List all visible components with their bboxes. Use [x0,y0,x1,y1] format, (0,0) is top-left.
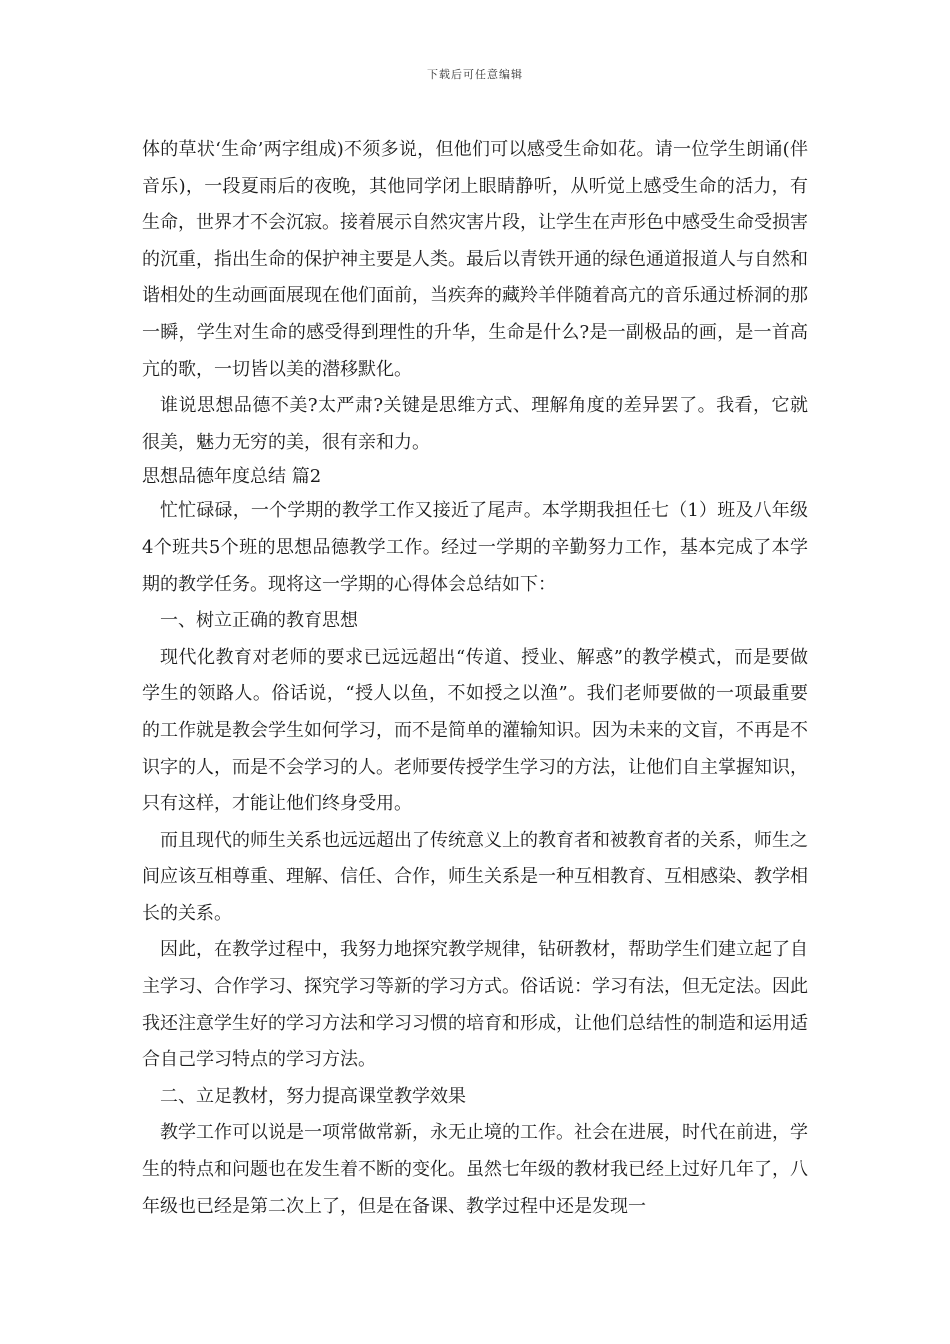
paragraph: 忙忙碌碌，一个学期的教学工作又接近了尾声。本学期我担任七（1）班及八年级4个班共5个班的思想品德教学工作。经过一学期的辛勤努力工作，基本完成了本学期的教学任务。现将这一学期的心得体会总结如下： [142,500,808,595]
paragraph: 因此，在教学过程中，我努力地探究教学规律，钻研教材，帮助学生们建立起了自主学习、合作学习、探究学习等新的学习方式。俗话说：学习有法，但无定法。因此我还注意学生好的学习方法和学习习惯的培育和形成，让他们总结性的制造和运用适合自己学习特点的学习方法。 [142,939,808,1071]
paragraph: 谁说思想品德不美?太严肃?关键是思维方式、理解角度的差异罢了。我看，它就很美，魅力无穷的美，很有亲和力。 [142,395,808,453]
subsection-heading: 二、立足教材，努力提高课堂教学效果 [160,1085,466,1107]
paragraph: 而且现代的师生关系也远远超出了传统意义上的教育者和被教育者的关系，师生之间应该互相尊重、理解、信任、合作，师生关系是一种互相教育、互相感染、教学相长的关系。 [142,829,808,924]
paragraph: 现代化教育对老师的要求已远远超出“传道、授业、解惑”的教学模式，而是要做学生的领路人。俗话说，“授人以鱼，不如授之以渔”。我们老师要做的一项最重要的工作就是教会学生如何学习，而不是简单的灌输知识。因为未来的文盲，不再是不识字的人，而是不会学习的人。老师要传授学生学习的方法，让他们自主掌握知识，只有这样，才能让他们终身受用。 [142,646,808,815]
document-body [142,132,808,1225]
page-header: 下载后可任意编辑 [427,68,523,81]
section-title: 思想品德年度总结 篇2 [142,466,322,488]
paragraph: 体的草状‘生命’两字组成)不须多说，但他们可以感受生命如花。请一位学生朗诵(伴音乐)，一段夏雨后的夜晚，其他同学闭上眼睛静听，从听觉上感受生命的活力，有生命，世界才不会沉寂。接着展示自然灾害片段，让学生在声形色中感受生命受损害的沉重，指出生命的保护神主要是人类。最后以青铁开通的绿色通道报道人与自然和谐相处的生动画面展现在他们面前，当疾奔的藏羚羊伴随着高亢的音乐通过桥洞的那一瞬，学生对生命的感受得到理性的升华，生命是什么?是一副极品的画，是一首高亢的歌，一切皆以美的潜移默化。 [142,139,808,380]
subsection-heading: 一、树立正确的教育思想 [160,610,358,632]
paragraph: 教学工作可以说是一项常做常新，永无止境的工作。社会在进展，时代在前进，学生的特点和问题也在发生着不断的变化。虽然七年级的教材我已经上过好几年了，八年级也已经是第二次上了，但是在备课、教学过程中还是发现一 [142,1122,808,1217]
